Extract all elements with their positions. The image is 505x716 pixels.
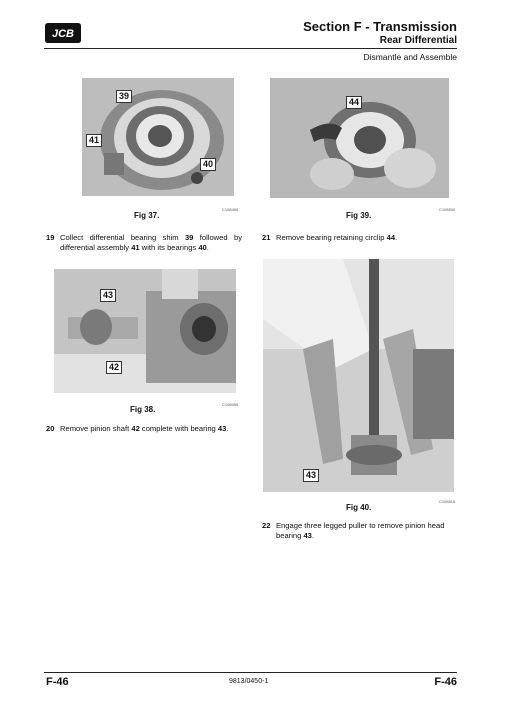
- step-19: 19 Collect differential bearing shim 39 followed by differential assembly 41 with its bearings 40.: [46, 233, 242, 252]
- fig37-callout-41: 41: [86, 134, 102, 147]
- logo-text: JCB: [51, 28, 75, 40]
- section-title: Section F - Transmission: [303, 19, 457, 34]
- fig39-code: C108500: [439, 207, 456, 212]
- page-number-left: F-46: [46, 676, 69, 688]
- step-20-number: 20: [46, 424, 55, 433]
- fig39-photo: [270, 78, 449, 198]
- fig38-photo: [54, 269, 236, 393]
- fig37-callout-40: 40: [200, 158, 216, 171]
- fig39-callout-44: 44: [346, 96, 362, 109]
- jcb-logo: [44, 20, 82, 46]
- fig40-callout-43: 43: [303, 469, 319, 482]
- section-subtitle: Rear Differential: [379, 35, 457, 46]
- step-19-number: 19: [46, 233, 55, 242]
- step-22-number: 22: [262, 521, 271, 530]
- fig40-code: C108510: [439, 499, 456, 504]
- fig40-caption: Fig 40.: [346, 503, 372, 512]
- fig37-callout-39: 39: [116, 90, 132, 103]
- fig37-code: C108490: [222, 207, 239, 212]
- document-number: 9813/0450-1: [229, 678, 269, 685]
- fig38-callout-43: 43: [100, 289, 116, 302]
- fig40-photo: [263, 259, 454, 492]
- page-number-right: F-46: [434, 676, 457, 688]
- step-21-number: 21: [262, 233, 271, 242]
- fig38-code: C108490: [222, 402, 239, 407]
- header-rule: [44, 48, 457, 49]
- step-21: 21 Remove bearing retaining circlip 44.: [262, 233, 398, 242]
- fig38-callout-42: 42: [106, 361, 122, 374]
- fig37-photo: [82, 78, 234, 196]
- fig38-caption: Fig 38.: [130, 405, 156, 414]
- fig39-caption: Fig 39.: [346, 211, 372, 220]
- footer-rule: [44, 672, 457, 673]
- fig37-caption: Fig 37.: [134, 211, 160, 220]
- section-description: Dismantle and Assemble: [363, 52, 457, 62]
- step-20: 20 Remove pinion shaft 42 complete with bearing 43.: [46, 424, 229, 433]
- jcb-logo-icon: [44, 20, 82, 46]
- step-22: 22 Engage three legged puller to remove pinion head bearing 43.: [262, 521, 445, 540]
